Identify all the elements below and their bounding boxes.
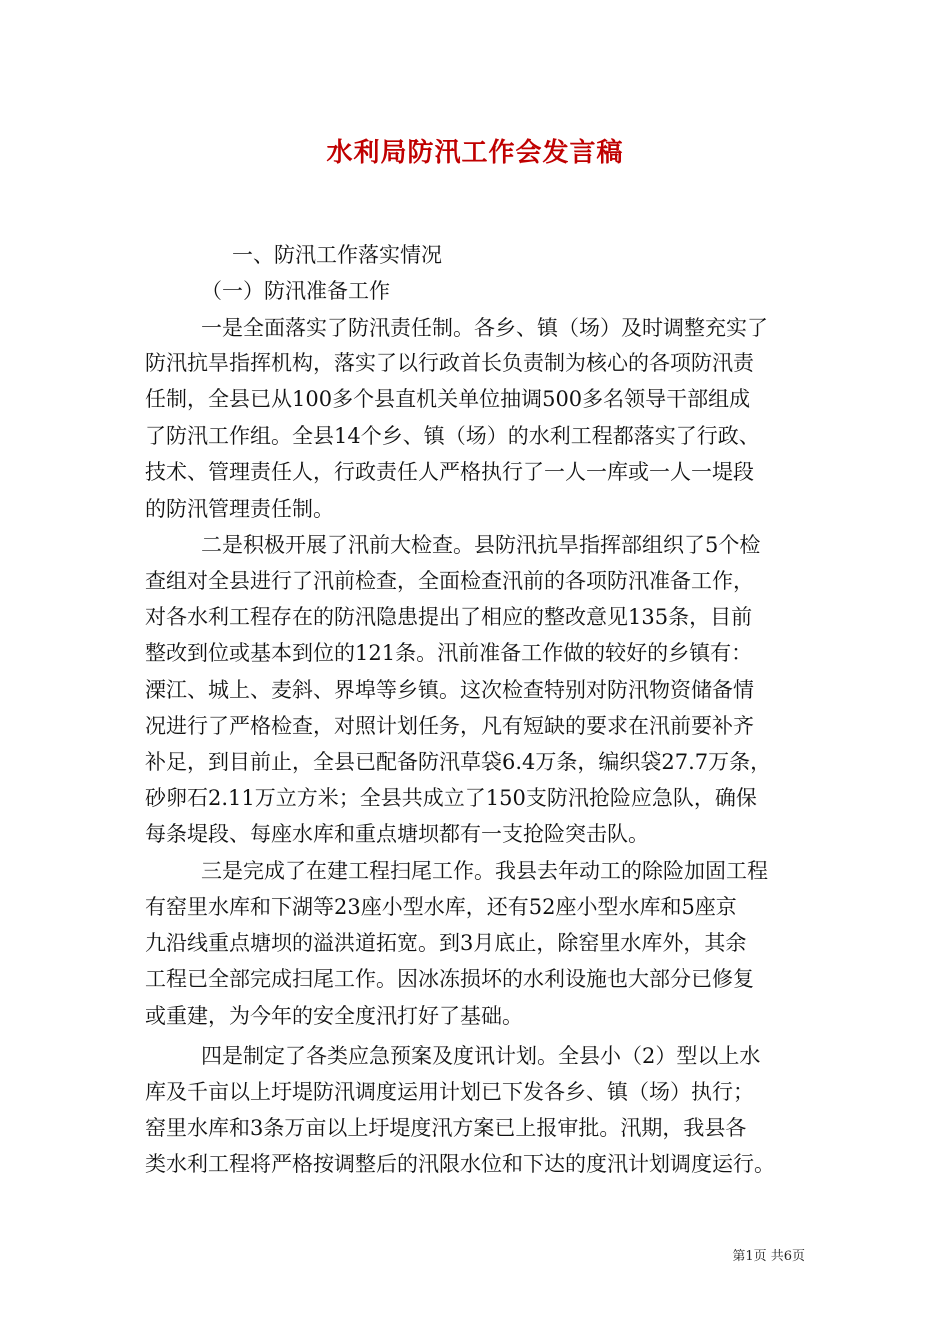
- paragraph-line: 窑里水库和3条万亩以上圩堤度汛方案已上报审批。汛期，我县各: [145, 1116, 747, 1140]
- paragraph-line: 三是完成了在建工程扫尾工作。我县去年动工的除险加固工程: [201, 859, 768, 883]
- paragraph-line: 了防汛工作组。全县14个乡、镇（场）的水利工程都落实了行政、: [145, 424, 760, 448]
- subsection-heading: （一）防汛准备工作: [201, 279, 390, 303]
- paragraph-line: 补足，到目前止，全县已配备防汛草袋6.4万条，编织袋27.7万条，: [145, 750, 772, 774]
- paragraph-line: 技术、管理责任人，行政责任人严格执行了一人一库或一人一堤段: [145, 460, 754, 484]
- paragraph-line: 防汛抗旱指挥机构，落实了以行政首长负责制为核心的各项防汛责: [145, 351, 754, 375]
- paragraph-line: 每条堤段、每座水库和重点塘坝都有一支抢险突击队。: [145, 822, 649, 846]
- paragraph-line: 或重建，为今年的安全度汛打好了基础。: [145, 1004, 523, 1028]
- paragraph-line: 砂卵石2.11万立方米；全县共成立了150支防汛抢险应急队，确保: [145, 786, 757, 810]
- paragraph-line: 四是制定了各类应急预案及度讯计划。全县小（2）型以上水: [201, 1044, 761, 1068]
- section-heading: 一、防汛工作落实情况: [232, 243, 442, 267]
- paragraph-line: 库及千亩以上圩堤防汛调度运用计划已下发各乡、镇（场）执行；: [145, 1080, 754, 1104]
- paragraph-line: 二是积极开展了汛前大检查。县防汛抗旱指挥部组织了5个检: [201, 533, 761, 557]
- paragraph-line: 溧江、城上、麦斜、界埠等乡镇。这次检查特别对防汛物资储备情: [145, 678, 754, 702]
- paragraph-line: 类水利工程将严格按调整后的汛限水位和下达的度汛计划调度运行。: [145, 1152, 775, 1176]
- paragraph-line: 整改到位或基本到位的121条。汛前准备工作做的较好的乡镇有：: [145, 641, 753, 665]
- paragraph-line: 工程已全部完成扫尾工作。因冰冻损坏的水利设施也大部分已修复: [145, 967, 754, 991]
- paragraph-line: 一是全面落实了防汛责任制。各乡、镇（场）及时调整充实了: [201, 316, 768, 340]
- paragraph-line: 九沿线重点塘坝的溢洪道拓宽。到3月底止，除窑里水库外，其余: [145, 931, 747, 955]
- page-number: 第1页 共6页: [732, 1249, 805, 1264]
- paragraph-line: 况进行了严格检查，对照计划任务，凡有短缺的要求在汛前要补齐: [145, 714, 754, 738]
- paragraph-line: 对各水利工程存在的防汛隐患提出了相应的整改意见135条，目前: [145, 605, 753, 629]
- document-title: 水利局防汛工作会发言稿: [326, 138, 624, 168]
- paragraph-line: 有窑里水库和下湖等23座小型水库，还有52座小型水库和5座京: [145, 895, 737, 919]
- paragraph-line: 查组对全县进行了汛前检查，全面检查汛前的各项防汛准备工作，: [145, 569, 754, 593]
- paragraph-line: 的防汛管理责任制。: [145, 497, 334, 521]
- paragraph-line: 任制，全县已从100多个县直机关单位抽调500多名领导干部组成: [145, 387, 751, 411]
